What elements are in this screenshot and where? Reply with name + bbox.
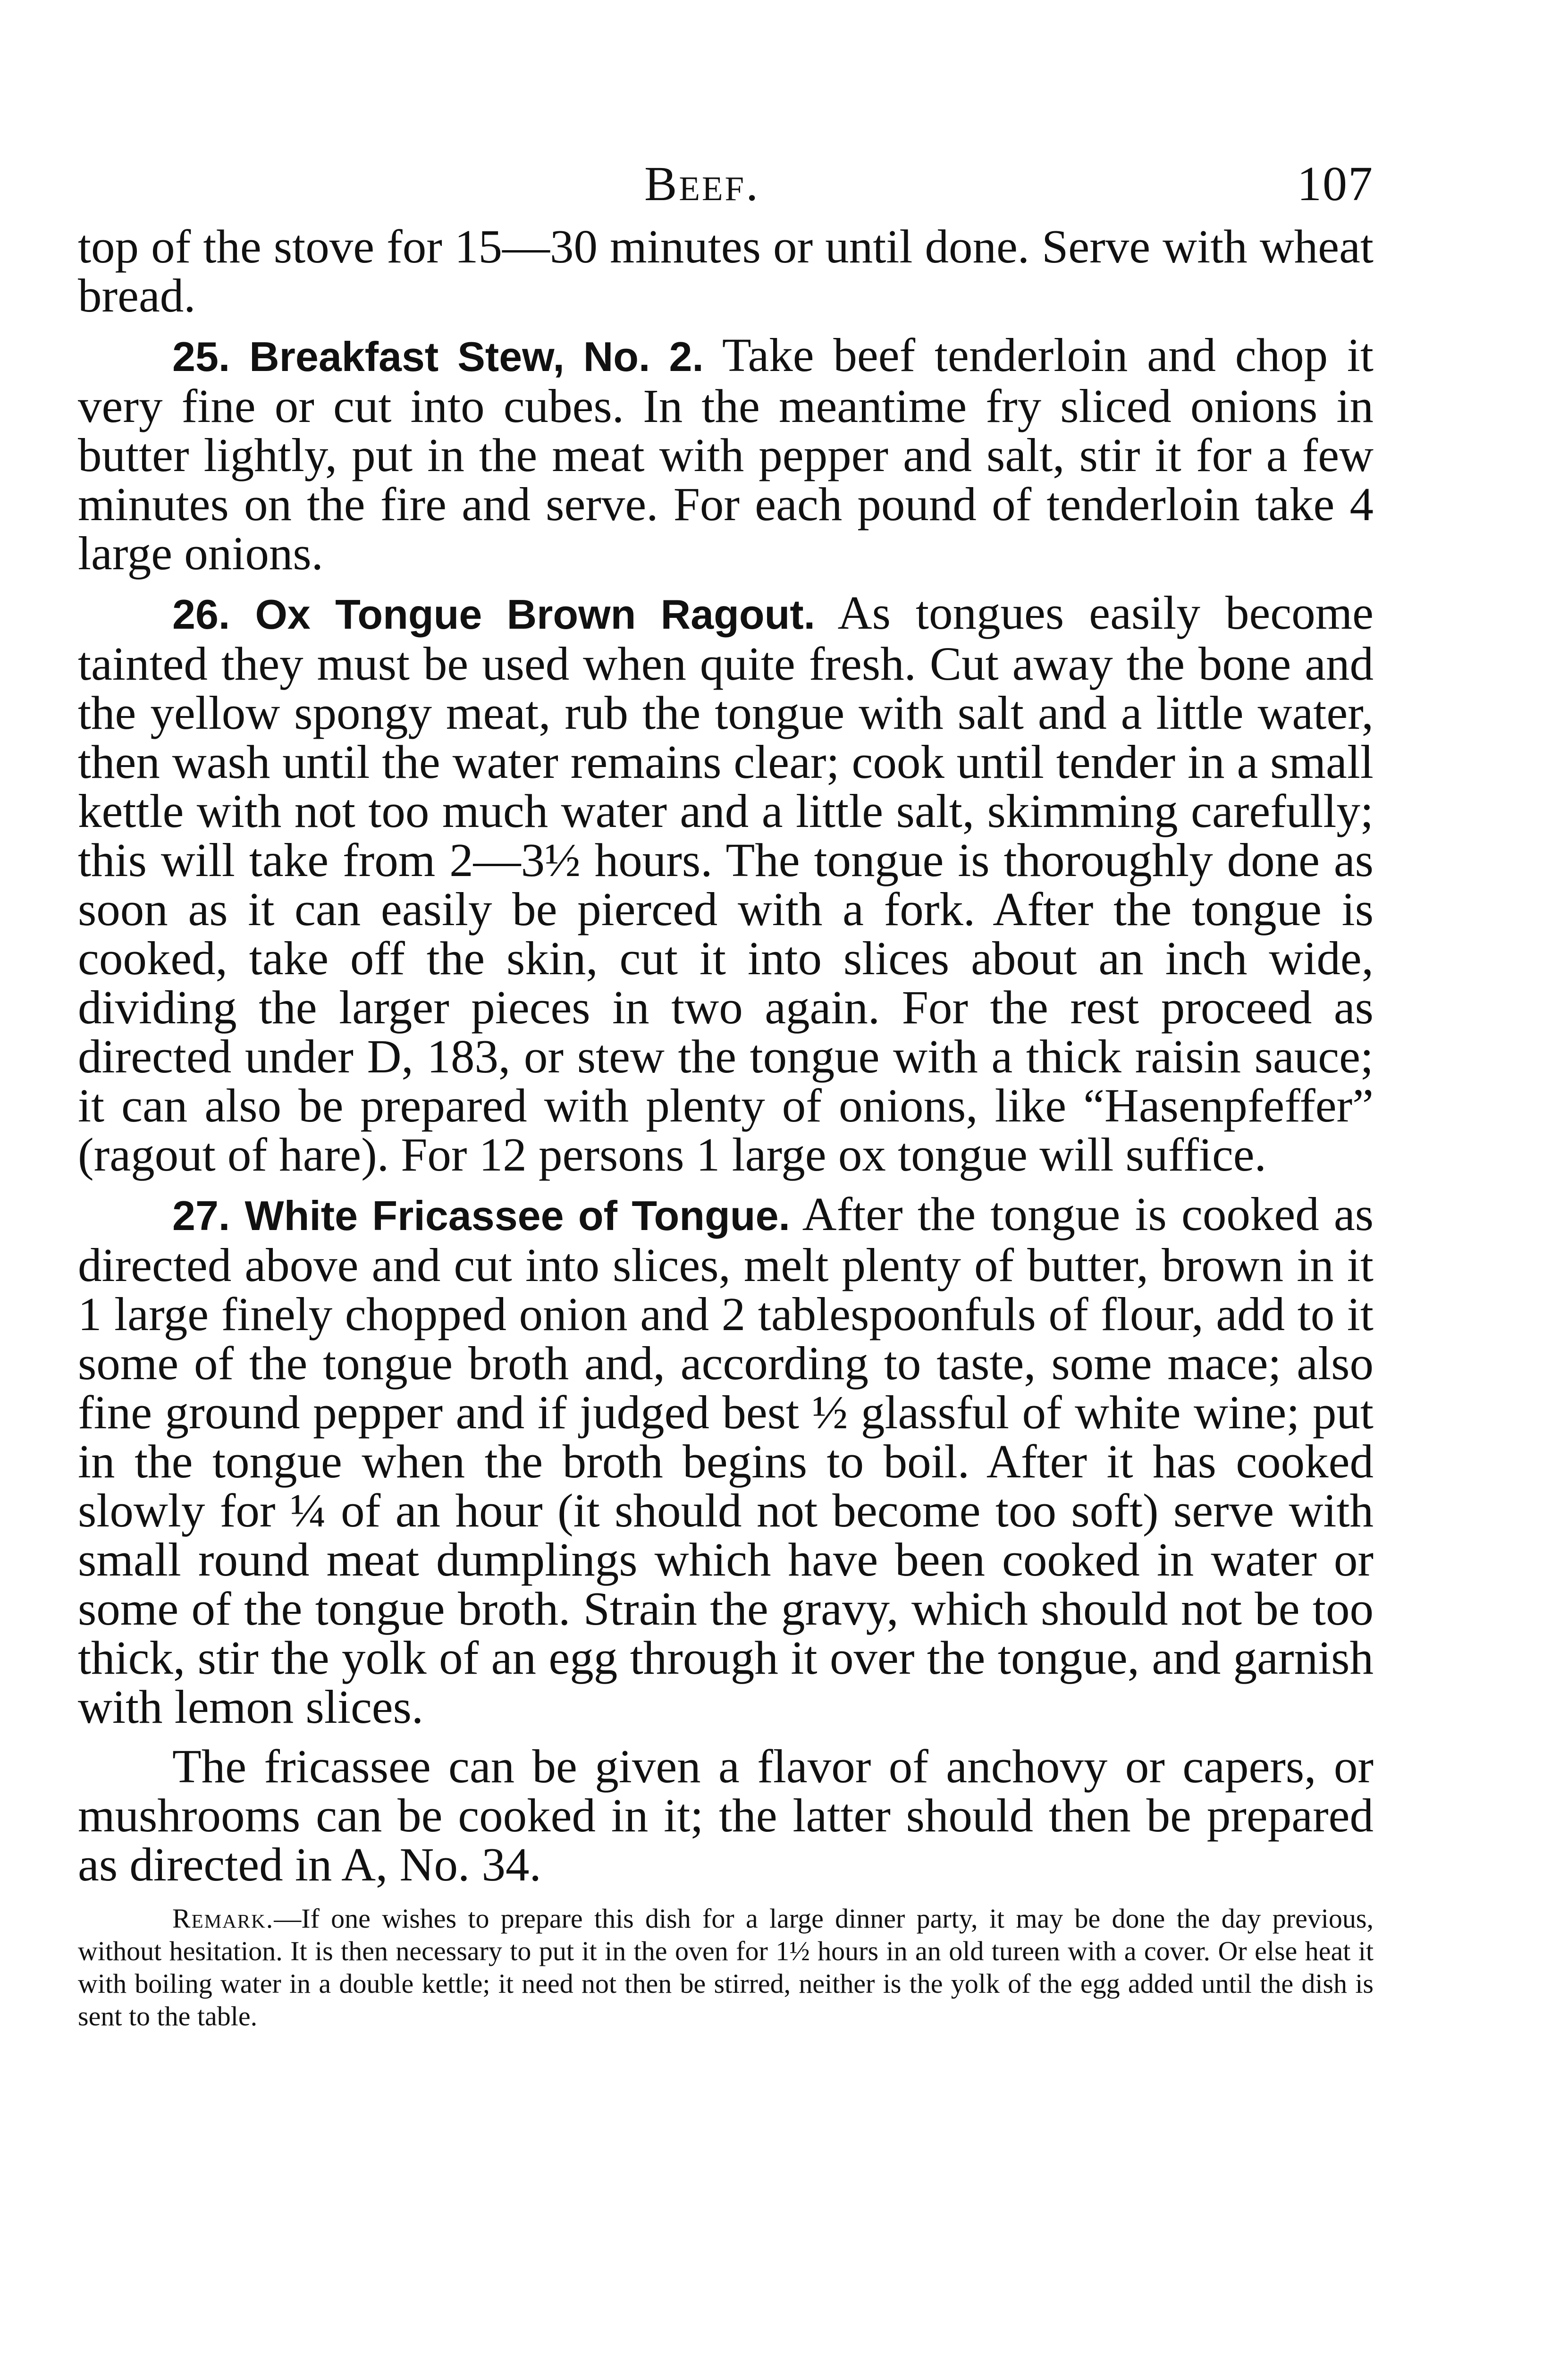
running-head — [78, 156, 1374, 217]
recipe-25 — [78, 330, 1374, 578]
book-page — [78, 156, 1374, 2060]
recipe-text: After the tongue is cooked as directed above and cut into slices, melt plenty of butter, brown in it 1 large finely chopped onion and 2 tablespoonfuls of flour, add to it some of the tongue broth and, according to taste, some mace; also fine ground pepper and if judged best ½ glassful of white wine; put in the tongue when the broth begins to boil. After it has cooked slowly for ¼ of an hour (it should not become too soft) serve with small round meat dumplings which have been cooked in water or some of the tongue broth. Strain the gravy, which should not be too thick, stir the yolk of an egg through it over the tongue, and garnish with lemon slices. — [78, 1188, 1374, 1733]
remark-text: —If one wishes to prepare this dish for a large dinner party, it may be done the day previous, without hesitation. It is then necessary to put it in the oven for 1½ hours in an old tureen with a cover. Or else heat it with boiling water in a double kettle; it need not then be stirred, neither is the yolk of the egg added until the dish is sent to the table. — [78, 1903, 1374, 2031]
recipe-26 — [78, 588, 1374, 1179]
page-number: 107 — [1297, 157, 1374, 211]
recipe-number: 25. — [172, 333, 230, 380]
recipe-heading: Breakfast Stew, No. 2. — [249, 333, 704, 380]
remark-note — [78, 1902, 1374, 2032]
remark-label: Remark. — [172, 1903, 274, 1934]
recipe-heading: Ox Tongue Brown Ragout. — [255, 591, 816, 638]
recipe-text: Take beef tenderloin and chop it very fine or cut into cubes. In the meantime fry sliced onions in butter lightly, put in the meat with pepper and salt, stir it for a few minutes on the fire and serve. For each pound of tenderloin take 4 large onions. — [78, 329, 1374, 580]
recipe-number: 26. — [172, 591, 230, 638]
recipe-text: As tongues easily become tainted they must be used when quite fresh. Cut away the bone and the yellow spongy meat, rub the tongue with salt and a little water, then wash until the water remains clear; cook until tender in a small kettle with not too much water and a little salt, skimming carefully; this will take from 2—3½ hours. The tongue is thoroughly done as soon as it can easily be pierced with a fork. After the tongue is cooked, take off the skin, cut it into slices about an inch wide, dividing the larger pieces in two again. For the rest proceed as directed under D, 183, or stew the tongue with a thick raisin sauce; it can also be prepared with plenty of onions, like “Hasenpfeffer” (ragout of hare). For 12 persons 1 large ox tongue will suffice. — [78, 586, 1374, 1181]
fricassee-note: The fricassee can be given a flavor of anchovy or capers, or mushrooms can be cooked in it; the latter should then be prepared as directed in A, No. 34. — [78, 1740, 1374, 1891]
body-text — [78, 222, 1374, 1889]
chapter-title: Beef. — [644, 157, 760, 211]
continuation-paragraph: top of the stove for 15—30 minutes or until done. Serve with wheat bread. — [78, 220, 1374, 322]
recipe-27 — [78, 1189, 1374, 1731]
recipe-number: 27. — [172, 1192, 230, 1239]
recipe-heading: White Fricassee of Tongue. — [244, 1192, 790, 1239]
